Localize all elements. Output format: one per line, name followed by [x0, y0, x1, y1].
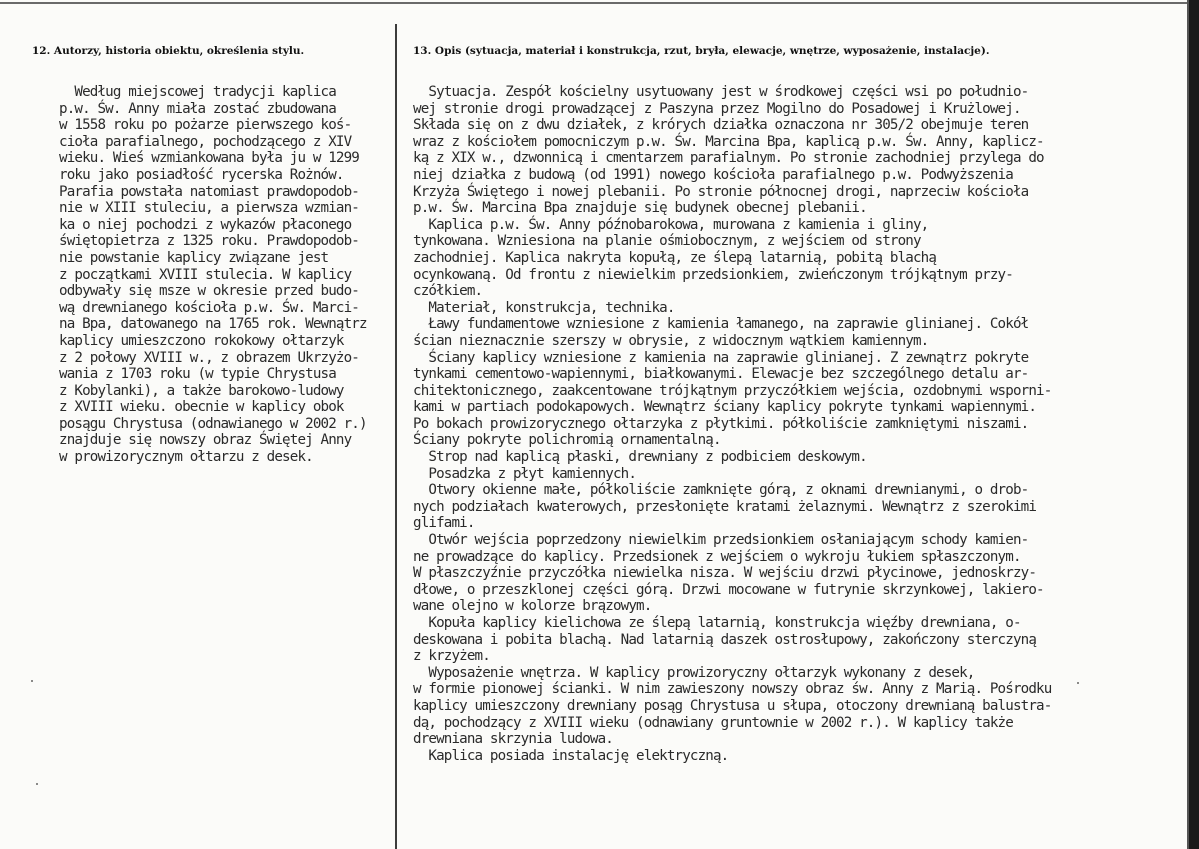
- description-text-line: Kopuła kaplicy kielichowa ze ślepą latarnią, konstrukcja więźby drewniana, o-: [413, 615, 1021, 631]
- description-text-line: dłowe, o przeszklonej części górą. Drzwi mocowane w futrynie skrzynkowej, lakiero-: [413, 581, 1044, 598]
- history-text-line: nie w XIII stuleciu, a pierwsza wzmian-: [59, 200, 359, 217]
- description-text-line: W płaszczyźnie przyczółka niewielka nisza. W wejściu drzwi płycinowe, jednoskrzy-: [413, 565, 1037, 582]
- history-text-line: znajduje się nowszy obraz Świętej Anny: [59, 432, 352, 449]
- description-text-line: glifami.: [413, 515, 475, 532]
- scan-speck: [36, 783, 38, 785]
- description-text-line: tynkami cementowo-wapiennymi, białkowanymi. Elewacje bez szczególnego detalu ar-: [413, 366, 1029, 383]
- description-text-line: Posadzka z płyt kamiennych.: [413, 465, 637, 482]
- history-text-line: Parafia powstała natomiast prawdopodob-: [59, 183, 359, 200]
- history-text-line: na Bpa, datowanego na 1765 rok. Wewnątrz: [59, 316, 367, 333]
- description-text-line: Ściany kaplicy wzniesione z kamienia na zaprawie glinianej. Z zewnątrz pokryte: [413, 349, 1029, 366]
- history-text-line: w 1558 roku po pożarze pierwszego koś-: [59, 117, 352, 134]
- column-divider: [395, 24, 397, 849]
- description-text-column: [413, 84, 1051, 764]
- history-text-line: świętopietrza z 1325 roku. Prawdopodob-: [59, 233, 359, 250]
- description-text-line: Ławy fundamentowe wzniesione z kamienia łamanego, na zaprawie glinianej. Cokół: [413, 316, 1029, 333]
- history-text-line: p.w. Św. Anny miała zostać zbudowana: [59, 100, 336, 117]
- section-12-heading: 12. Autorzy, historia obiektu, określenia stylu.: [32, 45, 305, 57]
- description-text-line: Składa się on z dwu działek, z krórych działka oznaczona nr 305/2 obejmuje teren: [413, 117, 1029, 134]
- description-text-line: Ściany pokryte polichromią ornamentalną.: [413, 432, 721, 449]
- history-text-line: roku jako posiadłość rycerska Rożnów.: [59, 166, 344, 183]
- history-text-line: wą drewnianego kościoła p.w. Św. Marci-: [59, 299, 359, 316]
- scan-edge: [1189, 0, 1199, 849]
- description-text-line: dą, pochodzący z XVIII wieku (odnawiany gruntownie w 2002 r.). W kaplicy także: [413, 714, 1013, 731]
- history-text-line: Według miejscowej tradycji kaplica: [59, 84, 336, 100]
- description-text-line: Kaplica p.w. Św. Anny późnobarokowa, murowana z kamienia i gliny,: [413, 216, 929, 233]
- description-text-line: Wyposażenie wnętrza. W kaplicy prowizoryczny ołtarzyk wykonany z desek,: [413, 664, 975, 681]
- description-text-line: Otwór wejścia poprzedzony niewielkim przedsionkiem osłaniającym schody kamien-: [413, 532, 1029, 549]
- description-text-line: Po bokach prowizorycznego ołtarzyka z płytkimi. półkoliście zamkniętymi niszami.: [413, 415, 1029, 432]
- description-text-line: p.w. Św. Marcina Bpa znajduje się budynek obecnej plebanii.: [413, 200, 867, 217]
- scan-speck: [31, 680, 33, 682]
- history-text-line: w prowizorycznym ołtarzu z desek.: [59, 449, 313, 466]
- history-text-line: z 2 połowy XVIII w., z obrazem Ukrzyżo-: [59, 349, 359, 366]
- description-text-line: wane olejno w kolorze brązowym.: [413, 598, 652, 615]
- description-text-line: czółkiem.: [413, 283, 483, 300]
- description-text-line: ką z XIX w., dzwonnicą i cmentarzem parafialnym. Po stronie zachodniej przylega do: [413, 150, 1044, 167]
- description-text-line: z krzyżem.: [413, 648, 490, 665]
- description-text-line: zachodniej. Kaplica nakryta kopułą, ze ślepą latarnią, pobitą blachą: [413, 249, 937, 266]
- description-text-line: Otwory okienne małe, półkoliście zamknięte górą, z oknami drewnianymi, o drob-: [413, 482, 1029, 499]
- description-text-line: Kaplica posiada instalację elektryczną.: [413, 747, 729, 764]
- scan-speck: [1077, 682, 1079, 684]
- description-text-line: tynkowana. Wzniesiona na planie ośmiobocznym, z wejściem od strony: [413, 233, 921, 250]
- description-text-line: ocynkowaną. Od frontu z niewielkim przedsionkiem, zwieńczonym trójkątnym przy-: [413, 266, 1013, 283]
- history-text-line: z początkami XVIII stulecia. W kaplicy: [59, 266, 352, 283]
- description-text-line: w formie pionowej ścianki. W nim zawieszony nowszy obraz św. Anny z Marią. Pośrodku: [413, 681, 1052, 698]
- history-text-line: odbywały się msze w okresie przed budo-: [59, 283, 359, 300]
- page-top-border: [0, 2, 1199, 4]
- description-text-line: wej stronie drogi prowadzącej z Paszyna przez Mogilno do Posadowej i Krużlowej.: [413, 100, 1021, 117]
- description-text-line: Sytuacja. Zespół kościelny usytuowany jest w środkowej części wsi po południo-: [413, 84, 1029, 100]
- description-text-line: niej działka z budową (od 1991) nowego kościoła parafialnego p.w. Podwyższenia: [413, 166, 1013, 183]
- description-text-line: Strop nad kaplicą płaski, drewniany z podbiciem deskowym.: [413, 449, 867, 466]
- history-text-line: wieku. Wieś wzmiankowana była ju w 1299: [59, 150, 359, 167]
- description-text-line: kaplicy umieszczony drewniany posąg Chrystusa u słupa, otoczony drewnianą balustra-: [413, 697, 1052, 714]
- history-text-line: posągu Chrystusa (odnawianego w 2002 r.): [59, 415, 367, 432]
- history-text-line: kaplicy umieszczono rokokowy ołtarzyk: [59, 332, 344, 349]
- description-text-line: Materiał, konstrukcja, technika.: [413, 299, 675, 316]
- description-text-line: Krzyża Świętego i nowej plebanii. Po stronie północnej drogi, naprzeciw kościoła: [413, 183, 1029, 200]
- description-text-line: chitektonicznego, zaakcentowane trójkątnym przyczółkiem wejścia, ozdobnymi wsporni-: [413, 382, 1052, 399]
- history-text-line: z XVIII wieku. obecnie w kaplicy obok: [59, 399, 344, 416]
- history-text-line: cioła parafialnego, pochodzącego z XIV: [59, 133, 352, 150]
- description-text-line: kami w partiach podokapowych. Wewnątrz ściany kaplicy pokryte tynkami wapiennymi.: [413, 399, 1037, 416]
- history-text-line: nie powstanie kaplicy związane jest: [59, 249, 329, 266]
- description-text-line: nych podziałach kwaterowych, przesłonięte kratami żelaznymi. Wewnątrz z szerokimi: [413, 498, 1037, 515]
- history-text-line: ka o niej pochodzi z wykazów płaconego: [59, 216, 352, 233]
- history-text-line: z Kobylanki), a także barokowo-ludowy: [59, 382, 344, 399]
- description-text-line: deskowana i pobita blachą. Nad latarnią daszek ostrosłupowy, zakończony sterczyną: [413, 631, 1037, 648]
- description-text-line: drewniana skrzynia ludowa.: [413, 731, 613, 748]
- description-text-line: wraz z kościołem pomocniczym p.w. Św. Marcina Bpa, kaplicą p.w. Św. Anny, kaplicz-: [413, 133, 1044, 150]
- description-text-line: ne prowadzące do kaplicy. Przedsionek z wejściem o wykroju łukiem spłaszczonym.: [413, 548, 1021, 565]
- section-13-heading: 13. Opis (sytuacja, materiał i konstrukcja, rzut, bryła, elewacje, wnętrze, wyposażenie, instalacje).: [413, 45, 990, 57]
- history-text-column: [59, 84, 367, 466]
- description-text-line: ścian nieznacznie szerszy w obrysie, z widocznym wątkiem kamiennym.: [413, 332, 929, 349]
- history-text-line: wania z 1703 roku (w typie Chrystusa: [59, 366, 336, 383]
